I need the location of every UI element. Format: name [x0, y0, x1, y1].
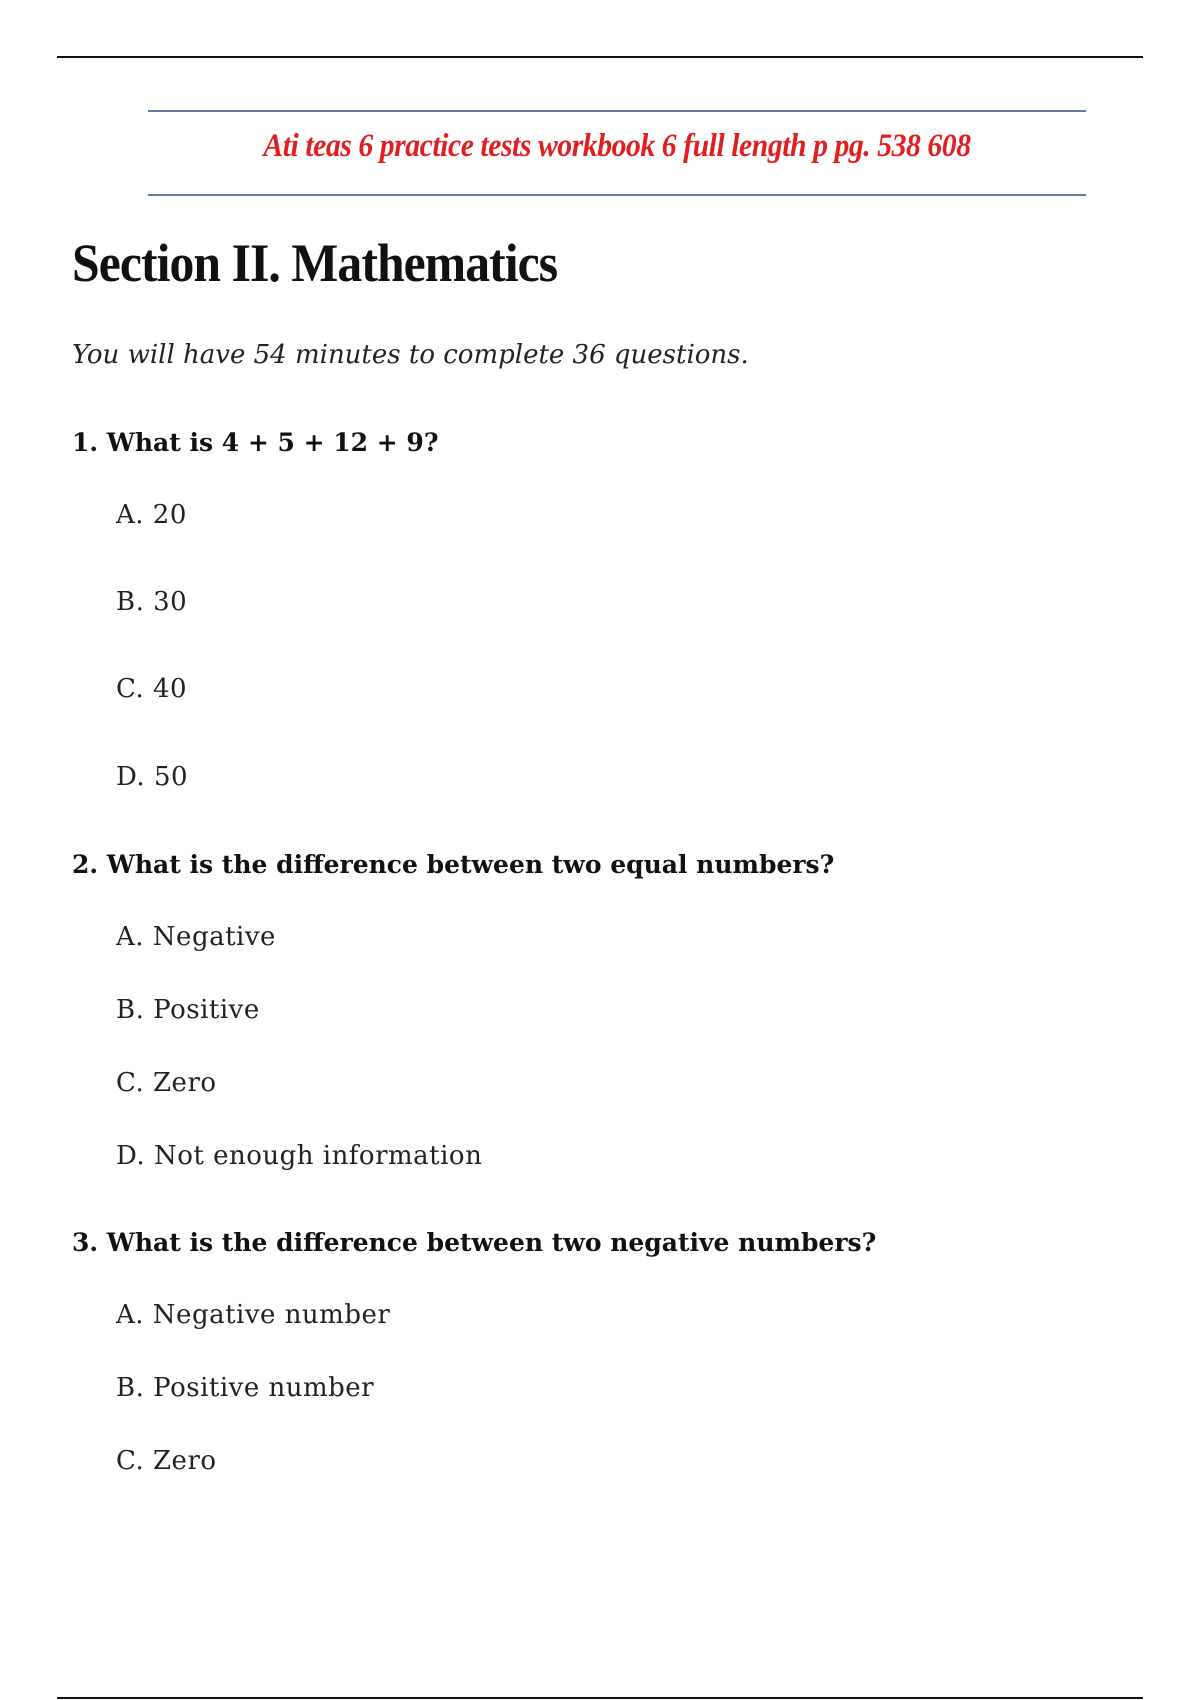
banner-top-line — [148, 110, 1086, 112]
question-2-option-b: B. Positive — [116, 995, 260, 1025]
question-3-option-b: B. Positive number — [116, 1373, 375, 1403]
question-3-option-a: A. Negative number — [116, 1300, 391, 1330]
question-1-option-a: A. 20 — [116, 500, 187, 530]
section-title: Section II. Mathematics — [72, 233, 558, 293]
section-intro: You will have 54 minutes to complete 36 questions. — [72, 340, 749, 370]
question-2-option-a: A. Negative — [116, 922, 276, 952]
question-3-option-c: C. Zero — [116, 1446, 217, 1476]
question-2: 2. What is the difference between two equal numbers? — [72, 850, 835, 879]
page-top-rule — [57, 56, 1143, 58]
question-2-option-d: D. Not enough information — [116, 1141, 483, 1171]
question-1-option-d: D. 50 — [116, 762, 189, 792]
banner-bottom-line — [148, 194, 1086, 196]
question-2-option-c: C. Zero — [116, 1068, 217, 1098]
question-3: 3. What is the difference between two negative numbers? — [72, 1228, 877, 1257]
banner-title: Ati teas 6 practice tests workbook 6 full length p pg. 538 608 — [263, 128, 971, 164]
question-1: 1. What is 4 + 5 + 12 + 9? — [72, 428, 439, 457]
page-bottom-rule — [57, 1697, 1143, 1699]
question-1-option-c: C. 40 — [116, 674, 188, 704]
question-1-option-b: B. 30 — [116, 587, 188, 617]
